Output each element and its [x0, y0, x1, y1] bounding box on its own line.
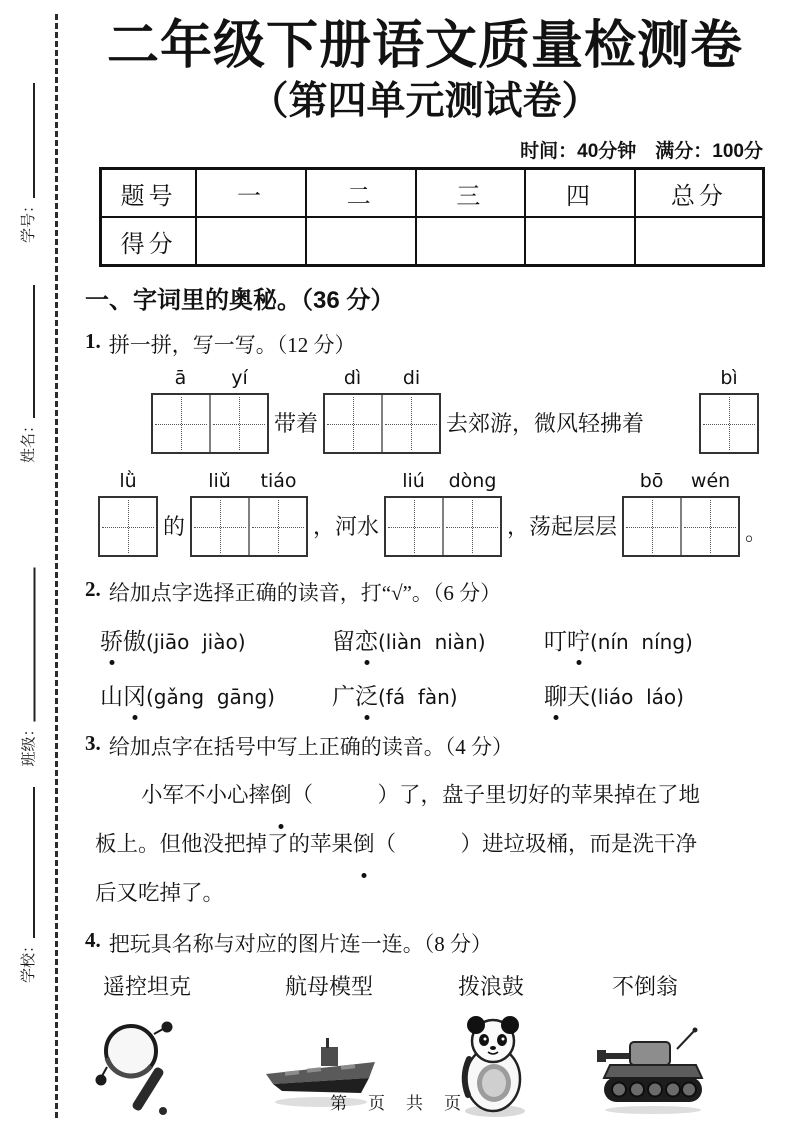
pinyin-label — [323, 367, 441, 389]
sentence-fragment: 的 — [163, 514, 186, 540]
pronunciation-options: (jiāo jiào) — [146, 630, 246, 655]
pinyin-label — [98, 470, 158, 492]
pinyin-syllable: lǜ — [119, 470, 137, 493]
score-cell-total — [635, 217, 764, 266]
pinyin-label — [151, 367, 269, 389]
pinyin-syllable: dì — [343, 367, 362, 390]
exam-time-score-info: 时间：40分钟 满分：100分 — [520, 141, 763, 163]
question-2-heading — [85, 577, 765, 607]
pronunciation-item — [544, 678, 684, 711]
exam-content — [85, 0, 768, 1122]
dotted-character: 倒 — [353, 820, 375, 869]
character: 叮 — [544, 629, 567, 655]
score-table-score-row — [101, 217, 764, 266]
page-footer: 第 页 共 页 — [330, 1094, 463, 1113]
pinyin-syllable: bì — [720, 367, 738, 390]
pinyin-syllable: liú — [402, 470, 425, 493]
question-2-row-1 — [100, 623, 765, 656]
student-id-label: 学号： — [19, 197, 37, 243]
writing-grid-box — [190, 496, 308, 557]
question-2-number: 2. — [85, 577, 101, 602]
toy-names-row — [103, 970, 765, 1001]
toy-name-rattle-drum: 拨浪鼓 — [458, 974, 525, 1000]
pronunciation-item — [100, 678, 332, 711]
sentence-fragment: ，河水 — [313, 514, 380, 540]
question-3-heading — [85, 731, 765, 761]
pinyin-label — [190, 470, 308, 492]
character: 傲 — [123, 629, 146, 655]
writing-grid-cell — [248, 498, 306, 555]
question-1-number: 1. — [85, 329, 101, 354]
writing-grid-cell — [381, 395, 439, 452]
pronunciation-options: (liàn niàn) — [378, 630, 486, 655]
writing-grid-cell — [701, 395, 757, 452]
character: 山 — [100, 684, 123, 710]
toy-name-remote-tank: 遥控坦克 — [103, 974, 192, 1000]
sentence-fragment: 带着 — [274, 411, 319, 437]
character: 广 — [332, 684, 355, 710]
score-cell-2 — [306, 217, 416, 266]
question-4-heading — [85, 928, 765, 958]
score-table — [99, 167, 765, 267]
paragraph-line — [95, 869, 765, 918]
character: 天 — [567, 684, 590, 710]
question-2-text: 给加点字选择正确的读音，打“√”。（6 分） — [108, 581, 502, 606]
pinyin-row-2 — [98, 470, 768, 557]
writing-grid-cell — [192, 498, 248, 555]
toy-name-tumbler: 不倒翁 — [612, 974, 679, 1000]
score-row-label: 得分 — [101, 217, 197, 266]
pinyin-label — [699, 367, 759, 389]
write-box-group — [699, 367, 759, 454]
exam-subtitle: （第四单元测试卷） — [249, 80, 601, 124]
pronunciation-item — [332, 623, 544, 656]
question-4-number: 4. — [85, 928, 101, 953]
class-label: 班级： — [20, 721, 37, 767]
score-table-header-1: 一 — [196, 169, 306, 218]
score-table-header-2: 二 — [306, 169, 416, 218]
paragraph-line — [95, 771, 765, 820]
text-segment: 板上。但他没把掉了的苹果 — [95, 832, 354, 857]
pinyin-syllable: bō — [639, 470, 664, 493]
write-box-group — [98, 470, 158, 557]
sentence-fragment: ，荡起层层 — [507, 514, 618, 540]
school-label: 学校： — [19, 937, 37, 983]
writing-grid-cell — [680, 498, 738, 555]
pinyin-syllable: ā — [174, 367, 187, 390]
dotted-character: 恋 — [355, 623, 378, 656]
writing-grid-cell — [442, 498, 500, 555]
margin-field-school — [16, 787, 38, 983]
question-1-heading — [85, 329, 765, 359]
margin-field-name — [16, 285, 38, 463]
pinyin-syllable: liǔ — [208, 470, 231, 493]
write-box-group — [190, 470, 308, 557]
dotted-character: 骄 — [100, 623, 123, 656]
pinyin-syllable: wén — [690, 470, 731, 493]
dotted-character: 咛 — [567, 623, 590, 656]
dotted-character: 泛 — [355, 678, 378, 711]
exam-title: 二年级下册语文质量检测卷 — [106, 17, 743, 75]
pronunciation-item — [544, 623, 693, 656]
writing-grid-cell — [209, 395, 267, 452]
student-id-blank-line — [19, 83, 35, 198]
pinyin-label — [384, 470, 502, 492]
score-table-header-question: 题号 — [101, 169, 197, 218]
text-segment: （ ）了，盘子里切好的苹果掉在了地 — [291, 783, 701, 808]
question-3-paragraph — [95, 771, 765, 918]
writing-grid-box — [151, 393, 269, 454]
writing-grid-box — [98, 496, 158, 557]
question-3-number: 3. — [85, 731, 101, 756]
writing-grid-box — [384, 496, 502, 557]
score-cell-1 — [196, 217, 306, 266]
dotted-character: 倒 — [270, 771, 292, 820]
writing-grid-cell — [100, 498, 156, 555]
section-1-heading: 一、字词里的奥秘。（36 分） — [85, 287, 395, 315]
pronunciation-item — [332, 678, 544, 711]
score-cell-4 — [525, 217, 635, 266]
pinyin-label — [622, 470, 740, 492]
class-blank-line — [20, 568, 36, 722]
write-box-group — [384, 470, 502, 557]
margin-field-student-id — [16, 83, 38, 243]
school-blank-line — [19, 787, 35, 938]
dotted-character: 聊 — [544, 678, 567, 711]
character: 留 — [332, 629, 355, 655]
score-table-header-3: 三 — [416, 169, 526, 218]
pinyin-syllable: di — [402, 367, 421, 390]
paragraph-line — [95, 820, 765, 869]
writing-grid-box — [323, 393, 441, 454]
writing-grid-box — [622, 496, 740, 557]
question-2-row-2 — [100, 678, 765, 711]
write-box-group — [323, 367, 441, 454]
question-1-text: 拼一拼，写一写。（12 分） — [108, 333, 356, 358]
toy-name-carrier-model: 航母模型 — [285, 974, 374, 1000]
name-label: 姓名： — [19, 417, 37, 463]
sentence-fragment: 。 — [745, 520, 768, 546]
write-box-group — [151, 367, 269, 454]
writing-grid-cell — [624, 498, 680, 555]
pronunciation-options: (liáo láo) — [590, 685, 684, 710]
writing-grid-cell — [386, 498, 442, 555]
dotted-character: 冈 — [123, 678, 146, 711]
question-4-text: 把玩具名称与对应的图片连一连。（8 分） — [108, 932, 492, 957]
score-table-header-total: 总分 — [635, 169, 764, 218]
name-blank-line — [19, 285, 35, 418]
pinyin-syllable: tiáo — [260, 470, 297, 493]
writing-grid-box — [699, 393, 759, 454]
write-box-group — [622, 470, 740, 557]
pronunciation-item — [100, 623, 332, 656]
pronunciation-options: (nín níng) — [590, 630, 693, 655]
pronunciation-options: (fá fàn) — [378, 685, 458, 710]
writing-grid-cell — [325, 395, 381, 452]
score-table-header-row — [101, 169, 764, 218]
text-segment: 小军不小心摔 — [141, 783, 271, 808]
pinyin-syllable: dòng — [448, 470, 497, 493]
binding-dashed-line — [55, 14, 58, 1118]
margin-field-class — [17, 568, 39, 767]
pinyin-syllable: yí — [231, 367, 248, 390]
question-3-text: 给加点字在括号中写上正确的读音。（4 分） — [108, 735, 513, 760]
pinyin-row-1 — [151, 367, 759, 454]
score-table-header-4: 四 — [525, 169, 635, 218]
sentence-fragment: 去郊游，微风轻拂着 — [446, 411, 645, 437]
pronunciation-options: (gǎng gāng) — [146, 685, 275, 710]
score-cell-3 — [416, 217, 526, 266]
text-segment: 后又吃掉了。 — [95, 881, 225, 906]
writing-grid-cell — [153, 395, 209, 452]
text-segment: （ ）进垃圾桶，而是洗干净 — [374, 832, 698, 857]
